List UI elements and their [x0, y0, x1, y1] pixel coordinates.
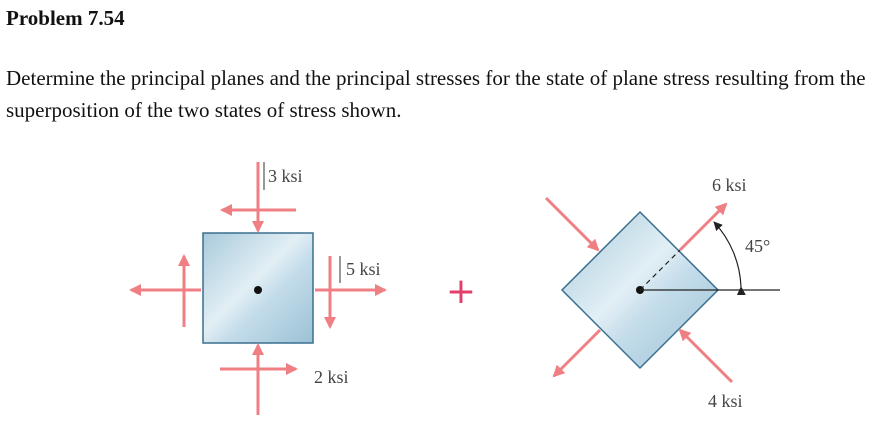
compressive-stress-label: 4 ksi [708, 391, 743, 411]
right-stress-element [546, 175, 780, 411]
right-stress-label: 5 ksi [346, 259, 381, 279]
left-element-center-dot [254, 286, 262, 294]
tensile-stress-arrow-lower [554, 330, 600, 376]
top-stress-label: 3 ksi [268, 166, 303, 186]
compressive-stress-arrow-upper [546, 198, 598, 250]
plus-operator: + [445, 271, 477, 312]
compressive-stress-arrow-lower [680, 330, 732, 382]
bottom-stress-label: 2 ksi [314, 367, 349, 387]
left-stress-element [131, 162, 385, 415]
tensile-stress-label: 6 ksi [712, 175, 747, 195]
problem-title: Problem 7.54 [6, 6, 125, 30]
angle-label: 45° [745, 236, 771, 256]
angle-arc [714, 222, 741, 287]
problem-statement: Determine the principal planes and the principal stresses for the state of plane stress resulting from the superposition of the two states of stress shown. [6, 66, 866, 122]
